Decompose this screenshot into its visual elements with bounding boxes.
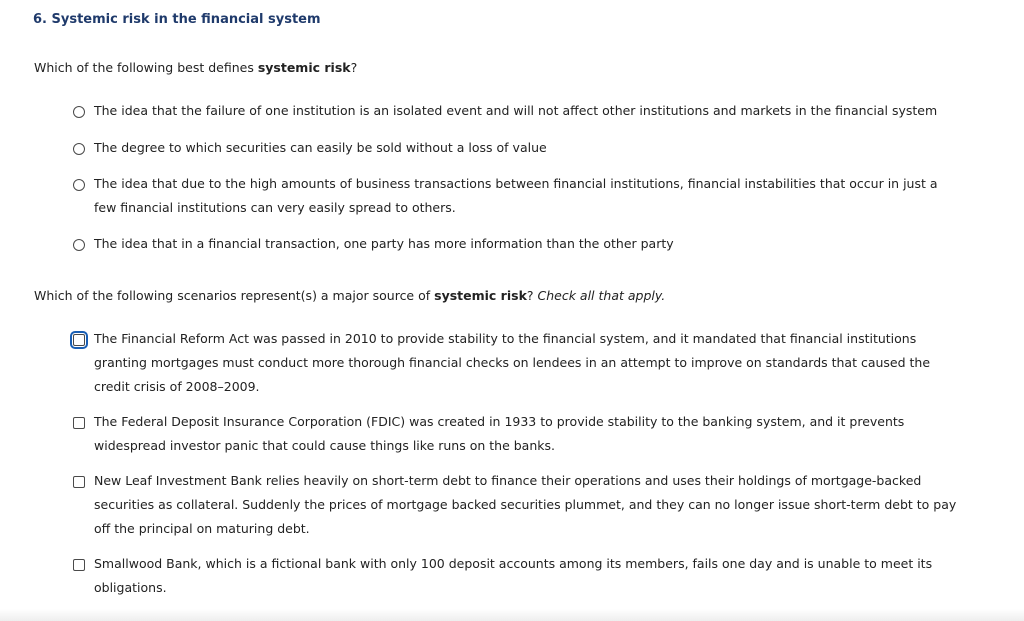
q2-option-2-label: The Federal Deposit Insurance Corporation (FDIC) was created in 1933 to provide stability to the banking system, and it prevents widespread investor panic that could cause things like runs on the banks. xyxy=(94,414,905,453)
checkbox[interactable] xyxy=(73,334,85,346)
question-2-suffix: ? xyxy=(526,288,538,303)
q2-option-3[interactable] xyxy=(73,474,963,541)
q1-option-4[interactable] xyxy=(73,237,963,256)
radio-button[interactable] xyxy=(73,239,85,251)
q2-option-2[interactable] xyxy=(73,415,963,458)
q2-option-1[interactable] xyxy=(73,332,963,399)
q1-option-3-label: The idea that due to the high amounts of business transactions between financial institutions, financial instabilities that occur in just a few financial institutions can very easily spread to others. xyxy=(94,176,938,215)
checkbox[interactable] xyxy=(73,559,85,571)
q2-option-4[interactable] xyxy=(73,557,963,600)
radio-button[interactable] xyxy=(73,106,85,118)
question-2-prefix: Which of the following scenarios represent(s) a major source of xyxy=(34,288,435,303)
question-1-prompt xyxy=(34,60,357,75)
q1-option-2[interactable] xyxy=(73,141,963,160)
question-title: 6. Systemic risk in the financial system xyxy=(33,12,321,27)
q2-option-4-label: Smallwood Bank, which is a fictional bank with only 100 deposit accounts among its members, fails one day and is unable to meet its obligations. xyxy=(94,556,933,595)
question-1-keyword: systemic risk xyxy=(257,60,351,75)
bottom-fade xyxy=(0,609,1024,621)
checkbox[interactable] xyxy=(73,417,85,429)
checkbox[interactable] xyxy=(73,476,85,488)
q2-option-1-label: The Financial Reform Act was passed in 2010 to provide stability to the financial system, and it mandated that financial institutions granting mortgages must conduct more thorough financial checks on lendees in an attempt to improve on standards that caused the credit crisis of 2008–2009. xyxy=(94,331,931,394)
q1-option-1-label: The idea that the failure of one institution is an isolated event and will not affect other institutions and markets in the financial system xyxy=(94,103,938,118)
q1-option-3[interactable] xyxy=(73,177,963,220)
question-2-instruction: Check all that apply. xyxy=(537,288,666,303)
question-2-keyword: systemic risk xyxy=(434,288,527,303)
question-2-prompt xyxy=(34,288,665,303)
q1-option-2-label: The degree to which securities can easily be sold without a loss of value xyxy=(94,140,547,155)
q1-option-1[interactable] xyxy=(73,104,963,123)
question-1-prefix: Which of the following best defines xyxy=(34,60,258,75)
q2-option-3-label: New Leaf Investment Bank relies heavily on short-term debt to finance their operations and uses their holdings of mortgage-backed securities as collateral. Suddenly the prices of mortgage backed securities plummet, and they can no longer issue short-term debt to pay off the principal on maturing debt. xyxy=(94,473,957,536)
radio-button[interactable] xyxy=(73,179,85,191)
q1-option-4-label: The idea that in a financial transaction, one party has more information than the other party xyxy=(94,236,674,251)
radio-button[interactable] xyxy=(73,143,85,155)
question-1-suffix: ? xyxy=(350,60,358,75)
